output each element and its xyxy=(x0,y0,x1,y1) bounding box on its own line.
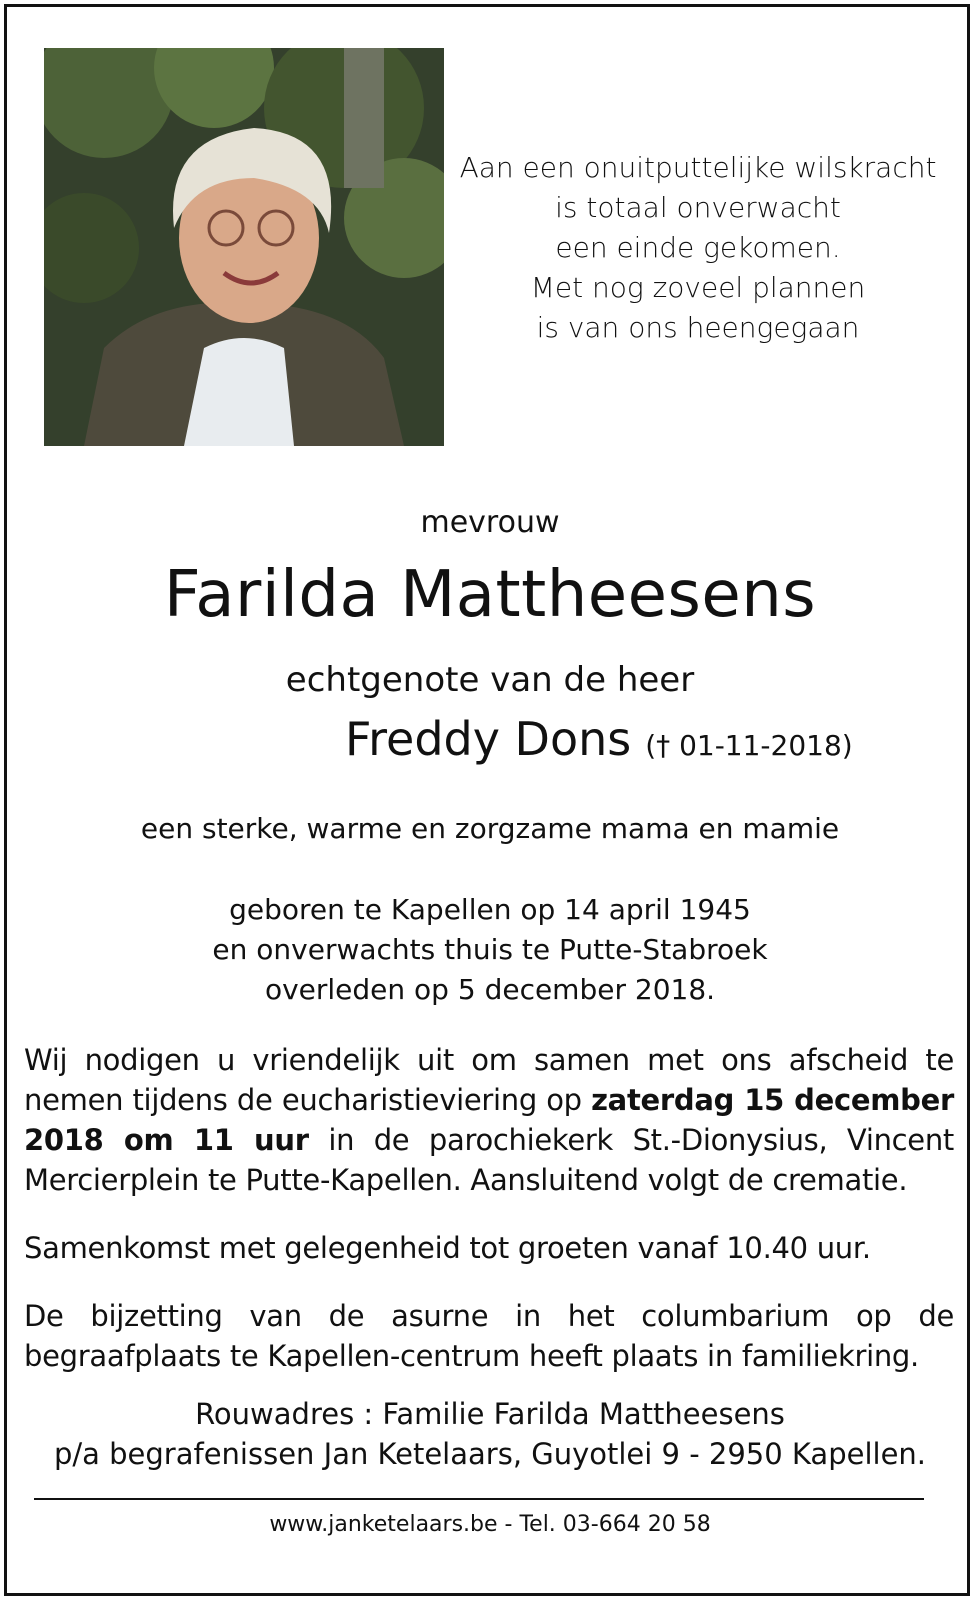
poem-line: Met nog zoveel plannen xyxy=(530,271,866,304)
footer-contact: www.janketelaars.be - Tel. 03-664 20 58 xyxy=(269,1512,711,1537)
ceremony-datetime: zaterdag 15 december 2018 om 11 uur xyxy=(24,1083,954,1157)
spouse-label: echtgenote van de heer xyxy=(285,660,695,700)
spouse-death-date: († 01-11-2018) xyxy=(645,729,853,762)
poem-line: een einde gekomen. xyxy=(555,231,841,264)
invitation-text: Wij nodigen u vriendelijk uit om samen met ons afscheid te nemen tijdens de eucharistieviering op xyxy=(24,1043,954,1117)
invitation-location: in de parochiekerk St.-Dionysius, Vincent Mercierplein te Putte-Kapellen. Aansluitend volgt de crematie. xyxy=(24,1123,954,1197)
footer-divider xyxy=(34,1498,924,1500)
spouse-line xyxy=(345,712,853,766)
interment-paragraph: De bijzetting van de asurne in het columbarium op de begraafplaats te Kapellen-centrum heeft plaats in familiekring. xyxy=(24,1299,954,1373)
gathering-paragraph: Samenkomst met gelegenheid tot groeten vanaf 10.40 uur. xyxy=(24,1231,871,1265)
birth-death-line: en onverwachts thuis te Putte-Stabroek xyxy=(212,933,768,966)
poem-line: is van ons heengegaan xyxy=(536,311,860,344)
portrait-photo xyxy=(44,48,444,446)
mourning-address xyxy=(0,1394,980,1474)
birth-death-line: geboren te Kapellen op 14 april 1945 xyxy=(229,893,751,926)
poem-line: Aan een onuitputtelijke wilskracht xyxy=(459,151,937,184)
spouse-name: Freddy Dons xyxy=(345,712,632,766)
deceased-name: Farilda Mattheesens xyxy=(163,558,817,632)
invitation-paragraph xyxy=(24,1040,954,1200)
honorific: mevrouw xyxy=(420,505,560,540)
address-line: p/a begrafenissen Jan Ketelaars, Guyotlei 9 - 2950 Kapellen. xyxy=(53,1437,927,1471)
address-line: Rouwadres : Familie Farilda Mattheesens xyxy=(195,1397,785,1431)
memorial-poem xyxy=(458,148,938,348)
poem-line: is totaal onverwacht xyxy=(555,191,841,224)
birth-death-line: overleden op 5 december 2018. xyxy=(264,973,716,1006)
description: een sterke, warme en zorgzame mama en mamie xyxy=(140,812,840,845)
birth-death-info xyxy=(0,890,980,1010)
